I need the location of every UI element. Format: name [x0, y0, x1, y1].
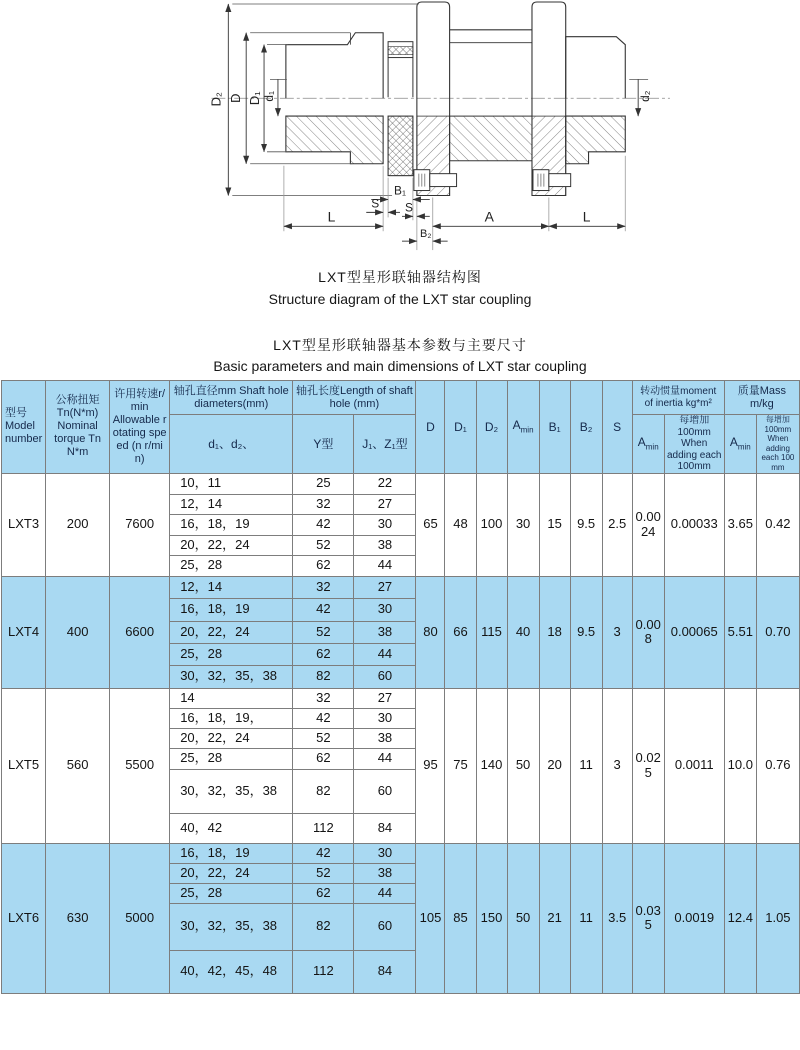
Amin-cell: 50 [507, 688, 539, 843]
table-row [2, 473, 800, 494]
header-model-en: Model number [5, 420, 43, 446]
y-length-cell: 52 [293, 863, 354, 883]
dim-label-S1: S [371, 196, 380, 211]
table-caption-zh: LXT型星形联轴器基本参数与主要尺寸 [273, 337, 527, 353]
header-len-zh: 轴孔长度 [296, 384, 340, 397]
D-cell: 105 [416, 843, 445, 993]
jz-length-cell: 38 [354, 535, 416, 555]
header-D2: D₂ [476, 381, 507, 474]
torque-cell: 400 [46, 576, 110, 688]
hole-dia-cell: 16，18，19 [170, 843, 293, 863]
dim-label-D2: D₂ [208, 92, 224, 107]
hole-dia-cell: 10，11 [170, 473, 293, 494]
dim-label-B1: B₁ [394, 183, 406, 198]
header-model [2, 381, 46, 474]
S-cell: 2.5 [602, 473, 632, 576]
y-length-cell: 32 [293, 494, 354, 514]
header-len-en: Length of shaft hole (mm) [329, 384, 413, 410]
hole-dia-cell: 16，18，19， [170, 708, 293, 728]
table-header [2, 381, 800, 474]
hole-dia-cell: 25，28 [170, 555, 293, 576]
D1-cell: 75 [445, 688, 476, 843]
y-length-cell: 82 [293, 665, 354, 688]
jz-length-cell: 30 [354, 598, 416, 621]
D2-cell: 100 [476, 473, 507, 576]
header-speed [110, 381, 170, 474]
header-B1: B₁ [539, 381, 570, 474]
B1-cell: 20 [539, 688, 570, 843]
D-cell: 80 [416, 576, 445, 688]
hole-dia-cell: 30，32，35，38 [170, 665, 293, 688]
jz-length-cell: 44 [354, 748, 416, 769]
jz-length-cell: 38 [354, 863, 416, 883]
speed-cell: 6600 [110, 576, 170, 688]
y-length-cell: 112 [293, 950, 354, 993]
header-Y: Y型 [293, 415, 354, 474]
hole-dia-cell: 30，32，35，38 [170, 903, 293, 950]
header-inertia [632, 381, 724, 415]
header-mass-en: Mass m/kg [749, 384, 787, 410]
header-Amin: $A_{min}$ [507, 381, 539, 474]
y-length-cell: 62 [293, 748, 354, 769]
inertia-amin-cell: 0.0024 [632, 473, 664, 576]
B2-cell: 9.5 [570, 576, 602, 688]
torque-cell: 630 [46, 843, 110, 993]
jz-length-cell: 22 [354, 473, 416, 494]
jz-length-cell: 84 [354, 950, 416, 993]
jz-length-cell: 27 [354, 576, 416, 598]
hole-dia-cell: 25，28 [170, 643, 293, 665]
header-inertia-en: moment of inertia kg*m² [644, 386, 717, 409]
Amin-cell: 30 [507, 473, 539, 576]
speed-cell: 5000 [110, 843, 170, 993]
header-B2: B₂ [570, 381, 602, 474]
mass-amin-cell: 3.65 [724, 473, 756, 576]
header-model-zh: 型号 [5, 407, 27, 420]
coupling-drawing [0, 0, 800, 260]
parameters-table [1, 380, 800, 994]
jz-length-cell: 44 [354, 883, 416, 903]
inertia-amin-cell: 0.025 [632, 688, 664, 843]
dim-label-A: A [484, 208, 494, 225]
diagram-caption-en: Structure diagram of the LXT star coupling [268, 291, 532, 307]
hole-dia-cell: 12，14 [170, 494, 293, 514]
inertia-amin-cell: 0.008 [632, 576, 664, 688]
header-mass-add100: 每增加100mm When adding each 100 mm [756, 415, 799, 474]
table-row [2, 576, 800, 598]
header-shaft-dia [170, 381, 293, 415]
header-torque-en: Nominal torque Tn N*m [54, 420, 102, 459]
B1-cell: 15 [539, 473, 570, 576]
Amin-cell: 40 [507, 576, 539, 688]
inertia-add-cell: 0.0019 [664, 843, 724, 993]
table-caption-en: Basic parameters and main dimensions of LXT star coupling [213, 358, 587, 374]
hole-dia-cell: 20，22，24 [170, 728, 293, 748]
dim-label-D1: D₁ [247, 91, 263, 106]
header-mass [724, 381, 799, 415]
jz-length-cell: 60 [354, 903, 416, 950]
jz-length-cell: 27 [354, 688, 416, 708]
hole-dia-cell: 30，32，35，38 [170, 769, 293, 813]
hole-dia-cell: 25，28 [170, 883, 293, 903]
hole-dia-cell: 16，18，19 [170, 598, 293, 621]
D1-cell: 48 [445, 473, 476, 576]
dim-label-B2: B₂ [420, 228, 432, 241]
jz-length-cell: 38 [354, 728, 416, 748]
D1-cell: 66 [445, 576, 476, 688]
S-cell: 3 [602, 688, 632, 843]
B2-cell: 11 [570, 843, 602, 993]
header-speed-en: Allowable rotating speed (n r/min) [112, 413, 167, 465]
D2-cell: 140 [476, 688, 507, 843]
jz-length-cell: 27 [354, 494, 416, 514]
jz-length-cell: 60 [354, 665, 416, 688]
mass-amin-cell: 5.51 [724, 576, 756, 688]
dim-label-d2: d₂ [638, 90, 653, 102]
D1-cell: 85 [445, 843, 476, 993]
D2-cell: 115 [476, 576, 507, 688]
model-cell: LXT5 [2, 688, 46, 843]
table-row [2, 688, 800, 708]
D-cell: 65 [416, 473, 445, 576]
inertia-add-cell: 0.00065 [664, 576, 724, 688]
y-length-cell: 62 [293, 883, 354, 903]
header-D1: D₁ [445, 381, 476, 474]
table-row [2, 843, 800, 863]
B1-cell: 21 [539, 843, 570, 993]
header-torque-zh: 公称扭矩Tn(N*m) [55, 394, 100, 420]
hole-dia-cell: 16，18，19 [170, 514, 293, 535]
hole-dia-cell: 20，22，24 [170, 621, 293, 643]
header-dia-zh: 轴孔直径mm [173, 384, 237, 397]
inertia-add-cell: 0.00033 [664, 473, 724, 576]
jz-length-cell: 30 [354, 514, 416, 535]
y-length-cell: 25 [293, 473, 354, 494]
D-cell: 95 [416, 688, 445, 843]
header-dia-en: Shaft hole diameters(mm) [194, 384, 289, 410]
dim-label-S2: S [404, 200, 413, 215]
hole-dia-cell: 20，22，24 [170, 535, 293, 555]
jz-length-cell: 60 [354, 769, 416, 813]
B2-cell: 11 [570, 688, 602, 843]
table-body [2, 473, 800, 993]
speed-cell: 7600 [110, 473, 170, 576]
torque-cell: 200 [46, 473, 110, 576]
jz-length-cell: 38 [354, 621, 416, 643]
header-torque [46, 381, 110, 474]
y-length-cell: 52 [293, 621, 354, 643]
y-length-cell: 42 [293, 514, 354, 535]
S-cell: 3 [602, 576, 632, 688]
y-length-cell: 62 [293, 643, 354, 665]
mass-add-cell: 0.42 [756, 473, 799, 576]
hole-dia-cell: 12，14 [170, 576, 293, 598]
model-cell: LXT6 [2, 843, 46, 993]
mass-amin-cell: 10.0 [724, 688, 756, 843]
y-length-cell: 112 [293, 813, 354, 843]
header-speed-zh: 许用转速r/min [114, 387, 166, 413]
speed-cell: 5500 [110, 688, 170, 843]
model-cell: LXT4 [2, 576, 46, 688]
mass-add-cell: 0.76 [756, 688, 799, 843]
jz-length-cell: 84 [354, 813, 416, 843]
B1-cell: 18 [539, 576, 570, 688]
hole-dia-cell: 20，22，24 [170, 863, 293, 883]
header-inertia-Amin: $A_{min}$ [632, 415, 664, 474]
y-length-cell: 32 [293, 688, 354, 708]
B2-cell: 9.5 [570, 473, 602, 576]
header-J1Z1: J₁、Z₁型 [354, 415, 416, 474]
Amin-cell: 50 [507, 843, 539, 993]
y-length-cell: 62 [293, 555, 354, 576]
structure-diagram [0, 0, 800, 260]
header-mass-zh: 质量 [737, 384, 760, 397]
hole-dia-cell: 25，28 [170, 748, 293, 769]
y-length-cell: 52 [293, 535, 354, 555]
hole-dia-cell: 40，42，45，48 [170, 950, 293, 993]
header-mass-Amin: $A_{min}$ [724, 415, 756, 474]
header-D: D [416, 381, 445, 474]
D2-cell: 150 [476, 843, 507, 993]
y-length-cell: 42 [293, 843, 354, 863]
torque-cell: 560 [46, 688, 110, 843]
y-length-cell: 42 [293, 598, 354, 621]
mass-amin-cell: 12.4 [724, 843, 756, 993]
header-shaft-len [293, 381, 416, 415]
header-d1d2: d₁、d₂、 [170, 415, 293, 474]
y-length-cell: 82 [293, 769, 354, 813]
jz-length-cell: 30 [354, 708, 416, 728]
mass-add-cell: 0.70 [756, 576, 799, 688]
header-inertia-add100: 每增加100mm When adding each 100mm [664, 415, 724, 474]
jz-length-cell: 44 [354, 555, 416, 576]
y-length-cell: 82 [293, 903, 354, 950]
model-cell: LXT3 [2, 473, 46, 576]
dim-label-L-left: L [327, 208, 336, 225]
y-length-cell: 42 [293, 708, 354, 728]
inertia-add-cell: 0.0011 [664, 688, 724, 843]
mass-add-cell: 1.05 [756, 843, 799, 993]
dim-label-L-right: L [582, 208, 591, 225]
header-S: S [602, 381, 632, 474]
jz-length-cell: 30 [354, 843, 416, 863]
header-inertia-zh: 转动惯量 [640, 386, 681, 397]
dim-label-D: D [228, 93, 244, 103]
y-length-cell: 52 [293, 728, 354, 748]
inertia-amin-cell: 0.035 [632, 843, 664, 993]
dim-label-d1: d₁ [261, 90, 276, 102]
hole-dia-cell: 14 [170, 688, 293, 708]
jz-length-cell: 44 [354, 643, 416, 665]
y-length-cell: 32 [293, 576, 354, 598]
diagram-caption-zh: LXT型星形联轴器结构图 [318, 269, 482, 285]
S-cell: 3.5 [602, 843, 632, 993]
hole-dia-cell: 40，42 [170, 813, 293, 843]
